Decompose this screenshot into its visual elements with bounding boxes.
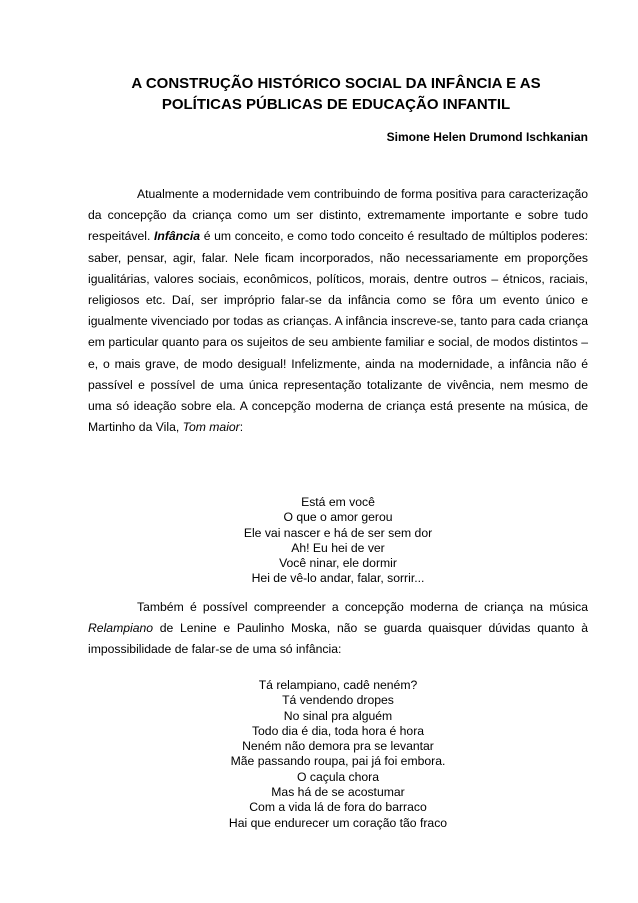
poem-line: Hei de vê-lo andar, falar, sorrir... (251, 571, 425, 586)
author-name: Simone Helen Drumond Ischkanian (386, 130, 588, 144)
paragraph-text: Também é possível compreender a concepção moderna de criança na música (137, 600, 588, 614)
paragraph-intro (88, 184, 588, 438)
poem-line: Mãe passando roupa, pai já foi embora. (230, 754, 446, 769)
paragraph-text: Atualmente a modernidade vem contribuindo de forma positiva para caracterização da concepção da criança como um ser distinto, extremamente importante e sobre tudo respeitável. (88, 187, 588, 244)
title-line-1: A CONSTRUÇÃO HISTÓRICO SOCIAL DA INFÂNCIA E AS (131, 75, 541, 92)
poem-line: O caçula chora (297, 769, 379, 784)
poem-line: Neném não demora pra se levantar (242, 739, 434, 754)
document-title (70, 73, 602, 115)
song-title: Relampiano (88, 621, 154, 636)
poem-relampiano (88, 678, 588, 831)
poem-line: Hai que endurecer um coração tão fraco (228, 815, 448, 830)
poem-line: Ah! Eu hei de ver (291, 540, 385, 555)
paragraph-text: de Lenine e Paulinho Moska, não se guarda quaisquer dúvidas quanto à impossibilidade de falar-se de uma só infância: (88, 621, 588, 657)
poem-line: Está em você (301, 495, 375, 509)
paragraph-relampiano (88, 597, 588, 661)
poem-line: No sinal pra alguém (283, 708, 393, 723)
poem-line: Todo dia é dia, toda hora é hora (251, 723, 425, 738)
poem-line: Você ninar, ele dormir (279, 556, 397, 571)
title-line-2: POLÍTICAS PÚBLICAS DE EDUCAÇÃO INFANTIL (161, 96, 511, 113)
paragraph-text: : (239, 420, 244, 435)
poem-line: Tá relampiano, cadê neném? (258, 678, 418, 692)
paragraph-text: é um conceito, e como todo conceito é resultado de múltiplos poderes: saber, pensar, agir, falar. Nele ficam incorporados, não necessariamente em proporções igualitárias, valores sociais, econômicos, políticos, morais, dentre outros – étnicos, raciais, religiosos etc. Daí, ser impróprio falar-se da infância como se fôra um evento único e igualmente vivenciado por todas as crianças. A infância inscreve-se, tanto para cada criança em particular quanto para os sujeitos de seu ambiente familiar e social, de modos distintos – e, o mais grave, de modo desigual! Infelizmente, ainda na modernidade, a infância não é passível e possível de uma única representação totalizante de vivência, nem mesmo de uma só ideação sobre ela. A concepção moderna de criança está presente na música, de Martinho da Vila, (88, 229, 588, 435)
poem-line: Ele vai nascer e há de ser sem dor (243, 525, 433, 540)
poem-line: Mas há de se acostumar (271, 785, 405, 800)
keyword-infancia: Infância (153, 229, 201, 244)
poem-line: O que o amor gerou (283, 510, 393, 525)
poem-tom-maior (88, 495, 588, 587)
poem-line: Tá vendendo dropes (282, 693, 394, 708)
poem-line: Com a vida lá de fora do barraco (249, 800, 427, 815)
song-title: Tom maior (182, 420, 240, 435)
